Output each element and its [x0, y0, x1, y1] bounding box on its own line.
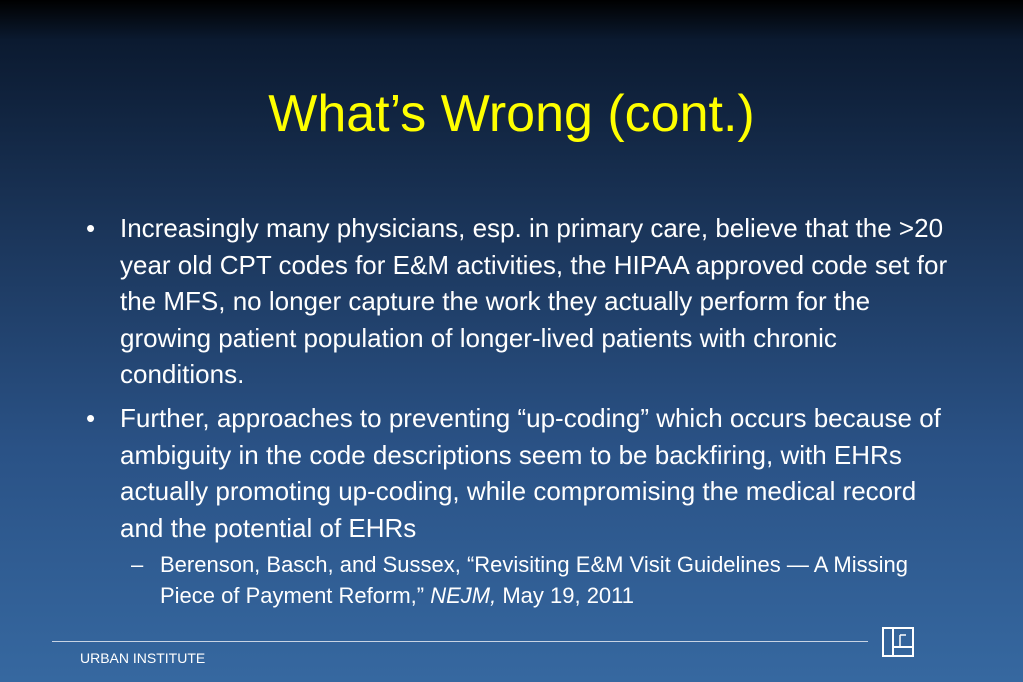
- bullet-item: [86, 210, 966, 393]
- bullet-text: Further, approaches to preventing “up-coding” which occurs because of ambiguity in the code descriptions seem to be backfiring, with EHRs actually promoting up-coding, while compromising the medical record and the potential of EHRs: [120, 402, 941, 543]
- bullet-marker: •: [86, 402, 96, 433]
- slide-title: What’s Wrong (cont.): [268, 85, 755, 143]
- citation-date: May 19, 2011: [496, 583, 635, 609]
- sub-bullet-item: [86, 549, 966, 611]
- bullet-list: [86, 210, 966, 611]
- urban-institute-logo-icon: [882, 627, 914, 657]
- footer-organization: URBAN INSTITUTE: [80, 650, 206, 666]
- footer-divider: [52, 641, 868, 642]
- bullet-item: [86, 400, 966, 546]
- citation-text: Berenson, Basch, and Sussex, “Revisiting E&M Visit Guidelines — A Missing Piece of Payment Reform,”: [160, 552, 908, 609]
- bullet-marker: •: [86, 213, 96, 243]
- journal-name: NEJM,: [430, 583, 497, 609]
- bullet-text: Increasingly many physicians, esp. in primary care, believe that the >20 year old CPT codes for E&M activities, the HIPAA approved code set for the MFS, no longer capture the work they actually perform for the growing patient population of longer-lived patients with chronic conditions.: [120, 213, 948, 390]
- sub-bullet-marker: –: [131, 552, 144, 578]
